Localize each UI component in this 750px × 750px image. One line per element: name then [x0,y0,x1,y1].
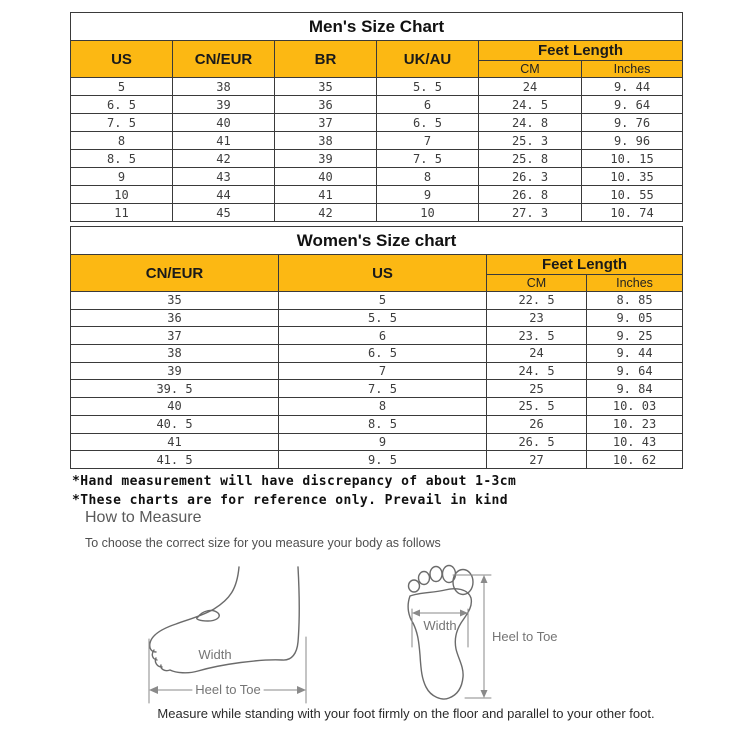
table-cell: 8 [71,132,173,150]
table-cell: 41 [275,186,377,204]
table-cell: 25. 3 [479,132,582,150]
table-cell: 5 [279,292,487,310]
col-header-inches: Inches [582,61,683,78]
table-cell: 7. 5 [377,150,479,168]
col-header-cn-eur: CN/EUR [173,41,275,78]
foot-bottom-view-diagram [395,563,570,710]
table-row [71,327,683,345]
foot-side-view-diagram [142,563,314,707]
table-cell: 39. 5 [71,380,279,398]
col-header-cn-eur: CN/EUR [71,255,279,292]
table-cell: 24. 5 [487,362,587,380]
table-cell: 9. 5 [279,451,487,469]
table-cell: 8 [377,168,479,186]
table-cell: 24 [479,78,582,96]
table-cell: 42 [275,204,377,222]
table-row [71,204,683,222]
table-cell: 6. 5 [377,114,479,132]
table-cell: 26. 3 [479,168,582,186]
table-cell: 7 [279,362,487,380]
col-header-feet-length: Feet Length [487,255,683,275]
table-cell: 39 [275,150,377,168]
table-row [71,415,683,433]
table-row [71,150,683,168]
table-cell: 38 [71,345,279,363]
col-header-us: US [279,255,487,292]
table-cell: 36 [71,309,279,327]
footnotes [72,472,516,510]
womens-table-header [71,227,683,292]
womens-table-title: Women's Size chart [71,227,683,255]
col-header-cm: CM [479,61,582,78]
table-cell: 38 [275,132,377,150]
table-cell: 25. 8 [479,150,582,168]
table-cell: 8 [279,398,487,416]
table-cell: 6. 5 [71,96,173,114]
table-cell: 45 [173,204,275,222]
table-cell: 7. 5 [279,380,487,398]
table-cell: 37 [275,114,377,132]
table-cell: 5 [71,78,173,96]
table-cell: 36 [275,96,377,114]
footnote-line: *Hand measurement will have discrepancy of about 1-3cm [72,474,517,489]
table-cell: 11 [71,204,173,222]
table-cell: 39 [71,362,279,380]
table-row [71,380,683,398]
table-cell: 7 [377,132,479,150]
womens-size-table [70,226,683,469]
table-cell: 9. 44 [587,345,683,363]
table-cell: 10 [71,186,173,204]
table-cell: 26 [487,415,587,433]
table-cell: 6. 5 [279,345,487,363]
table-cell: 35 [71,292,279,310]
mens-table-title: Men's Size Chart [71,13,683,41]
table-cell: 10. 43 [587,433,683,451]
table-row [71,292,683,310]
table-cell: 6 [279,327,487,345]
table-row [71,451,683,469]
table-cell: 40 [275,168,377,186]
col-header-br: BR [275,41,377,78]
table-cell: 37 [71,327,279,345]
table-row [71,186,683,204]
toe [430,567,442,582]
table-cell: 8. 5 [279,415,487,433]
table-cell: 27. 3 [479,204,582,222]
arrowhead-up-icon [481,575,488,583]
how-to-measure-subtitle: To choose the correct size for you measure your body as follows [85,536,441,550]
table-cell: 35 [275,78,377,96]
table-cell: 10. 35 [582,168,683,186]
table-row [71,345,683,363]
table-cell: 41. 5 [71,451,279,469]
col-header-us: US [71,41,173,78]
table-row [71,168,683,186]
table-cell: 40. 5 [71,415,279,433]
table-cell: 9. 25 [587,327,683,345]
table-cell: 38 [173,78,275,96]
table-cell: 9 [71,168,173,186]
arrowhead-left-icon [412,610,420,617]
table-cell: 7. 5 [71,114,173,132]
table-cell: 5. 5 [279,309,487,327]
table-cell: 9. 76 [582,114,683,132]
table-cell: 10. 62 [587,451,683,469]
table-cell: 27 [487,451,587,469]
table-cell: 25. 5 [487,398,587,416]
table-cell: 9. 44 [582,78,683,96]
foot-sole-outline [408,589,471,699]
table-cell: 42 [173,150,275,168]
table-cell: 9. 96 [582,132,683,150]
table-row [71,309,683,327]
table-row [71,114,683,132]
mens-table-header [71,13,683,78]
table-row [71,78,683,96]
arrowhead-right-icon [297,686,306,694]
table-cell: 24. 5 [479,96,582,114]
bottom-width-label: Width [423,618,457,633]
side-length-label: Heel to Toe [195,682,261,697]
col-header-inches: Inches [587,275,683,292]
table-cell: 9. 64 [587,362,683,380]
table-cell: 41 [173,132,275,150]
footnote-line: *These charts are for reference only. Prevail in kind [72,493,509,508]
table-cell: 8. 85 [587,292,683,310]
mens-table-body [71,78,683,222]
table-cell: 44 [173,186,275,204]
table-cell: 24. 8 [479,114,582,132]
table-cell: 39 [173,96,275,114]
table-cell: 26. 5 [487,433,587,451]
table-cell: 26. 8 [479,186,582,204]
measure-caption: Measure while standing with your foot firmly on the floor and parallel to your other foot. [157,706,655,721]
table-cell: 41 [71,433,279,451]
table-cell: 9. 05 [587,309,683,327]
arrowhead-left-icon [149,686,158,694]
table-row [71,362,683,380]
table-cell: 22. 5 [487,292,587,310]
mens-size-table [70,12,683,222]
womens-table-body [71,292,683,469]
table-cell: 9 [279,433,487,451]
table-row [71,398,683,416]
table-cell: 10. 55 [582,186,683,204]
table-cell: 6 [377,96,479,114]
table-cell: 23. 5 [487,327,587,345]
table-cell: 10. 74 [582,204,683,222]
table-cell: 10. 15 [582,150,683,168]
table-cell: 40 [173,114,275,132]
table-cell: 10 [377,204,479,222]
side-width-label: Width [198,647,232,662]
table-row [71,433,683,451]
table-cell: 9 [377,186,479,204]
table-cell: 8. 5 [71,150,173,168]
table-cell: 24 [487,345,587,363]
toe [419,572,430,585]
arrowhead-down-icon [481,690,488,698]
table-cell: 10. 23 [587,415,683,433]
table-row [71,96,683,114]
table-cell: 25 [487,380,587,398]
table-cell: 10. 03 [587,398,683,416]
table-row [71,132,683,150]
table-cell: 9. 84 [587,380,683,398]
table-cell: 40 [71,398,279,416]
table-cell: 23 [487,309,587,327]
bottom-length-label: Heel to Toe [492,629,558,644]
how-to-measure-heading: How to Measure [85,509,202,526]
col-header-uk-au: UK/AU [377,41,479,78]
toe-small [409,580,420,592]
col-header-feet-length: Feet Length [479,41,683,61]
col-header-cm: CM [487,275,587,292]
table-cell: 9. 64 [582,96,683,114]
table-cell: 43 [173,168,275,186]
table-cell: 5. 5 [377,78,479,96]
